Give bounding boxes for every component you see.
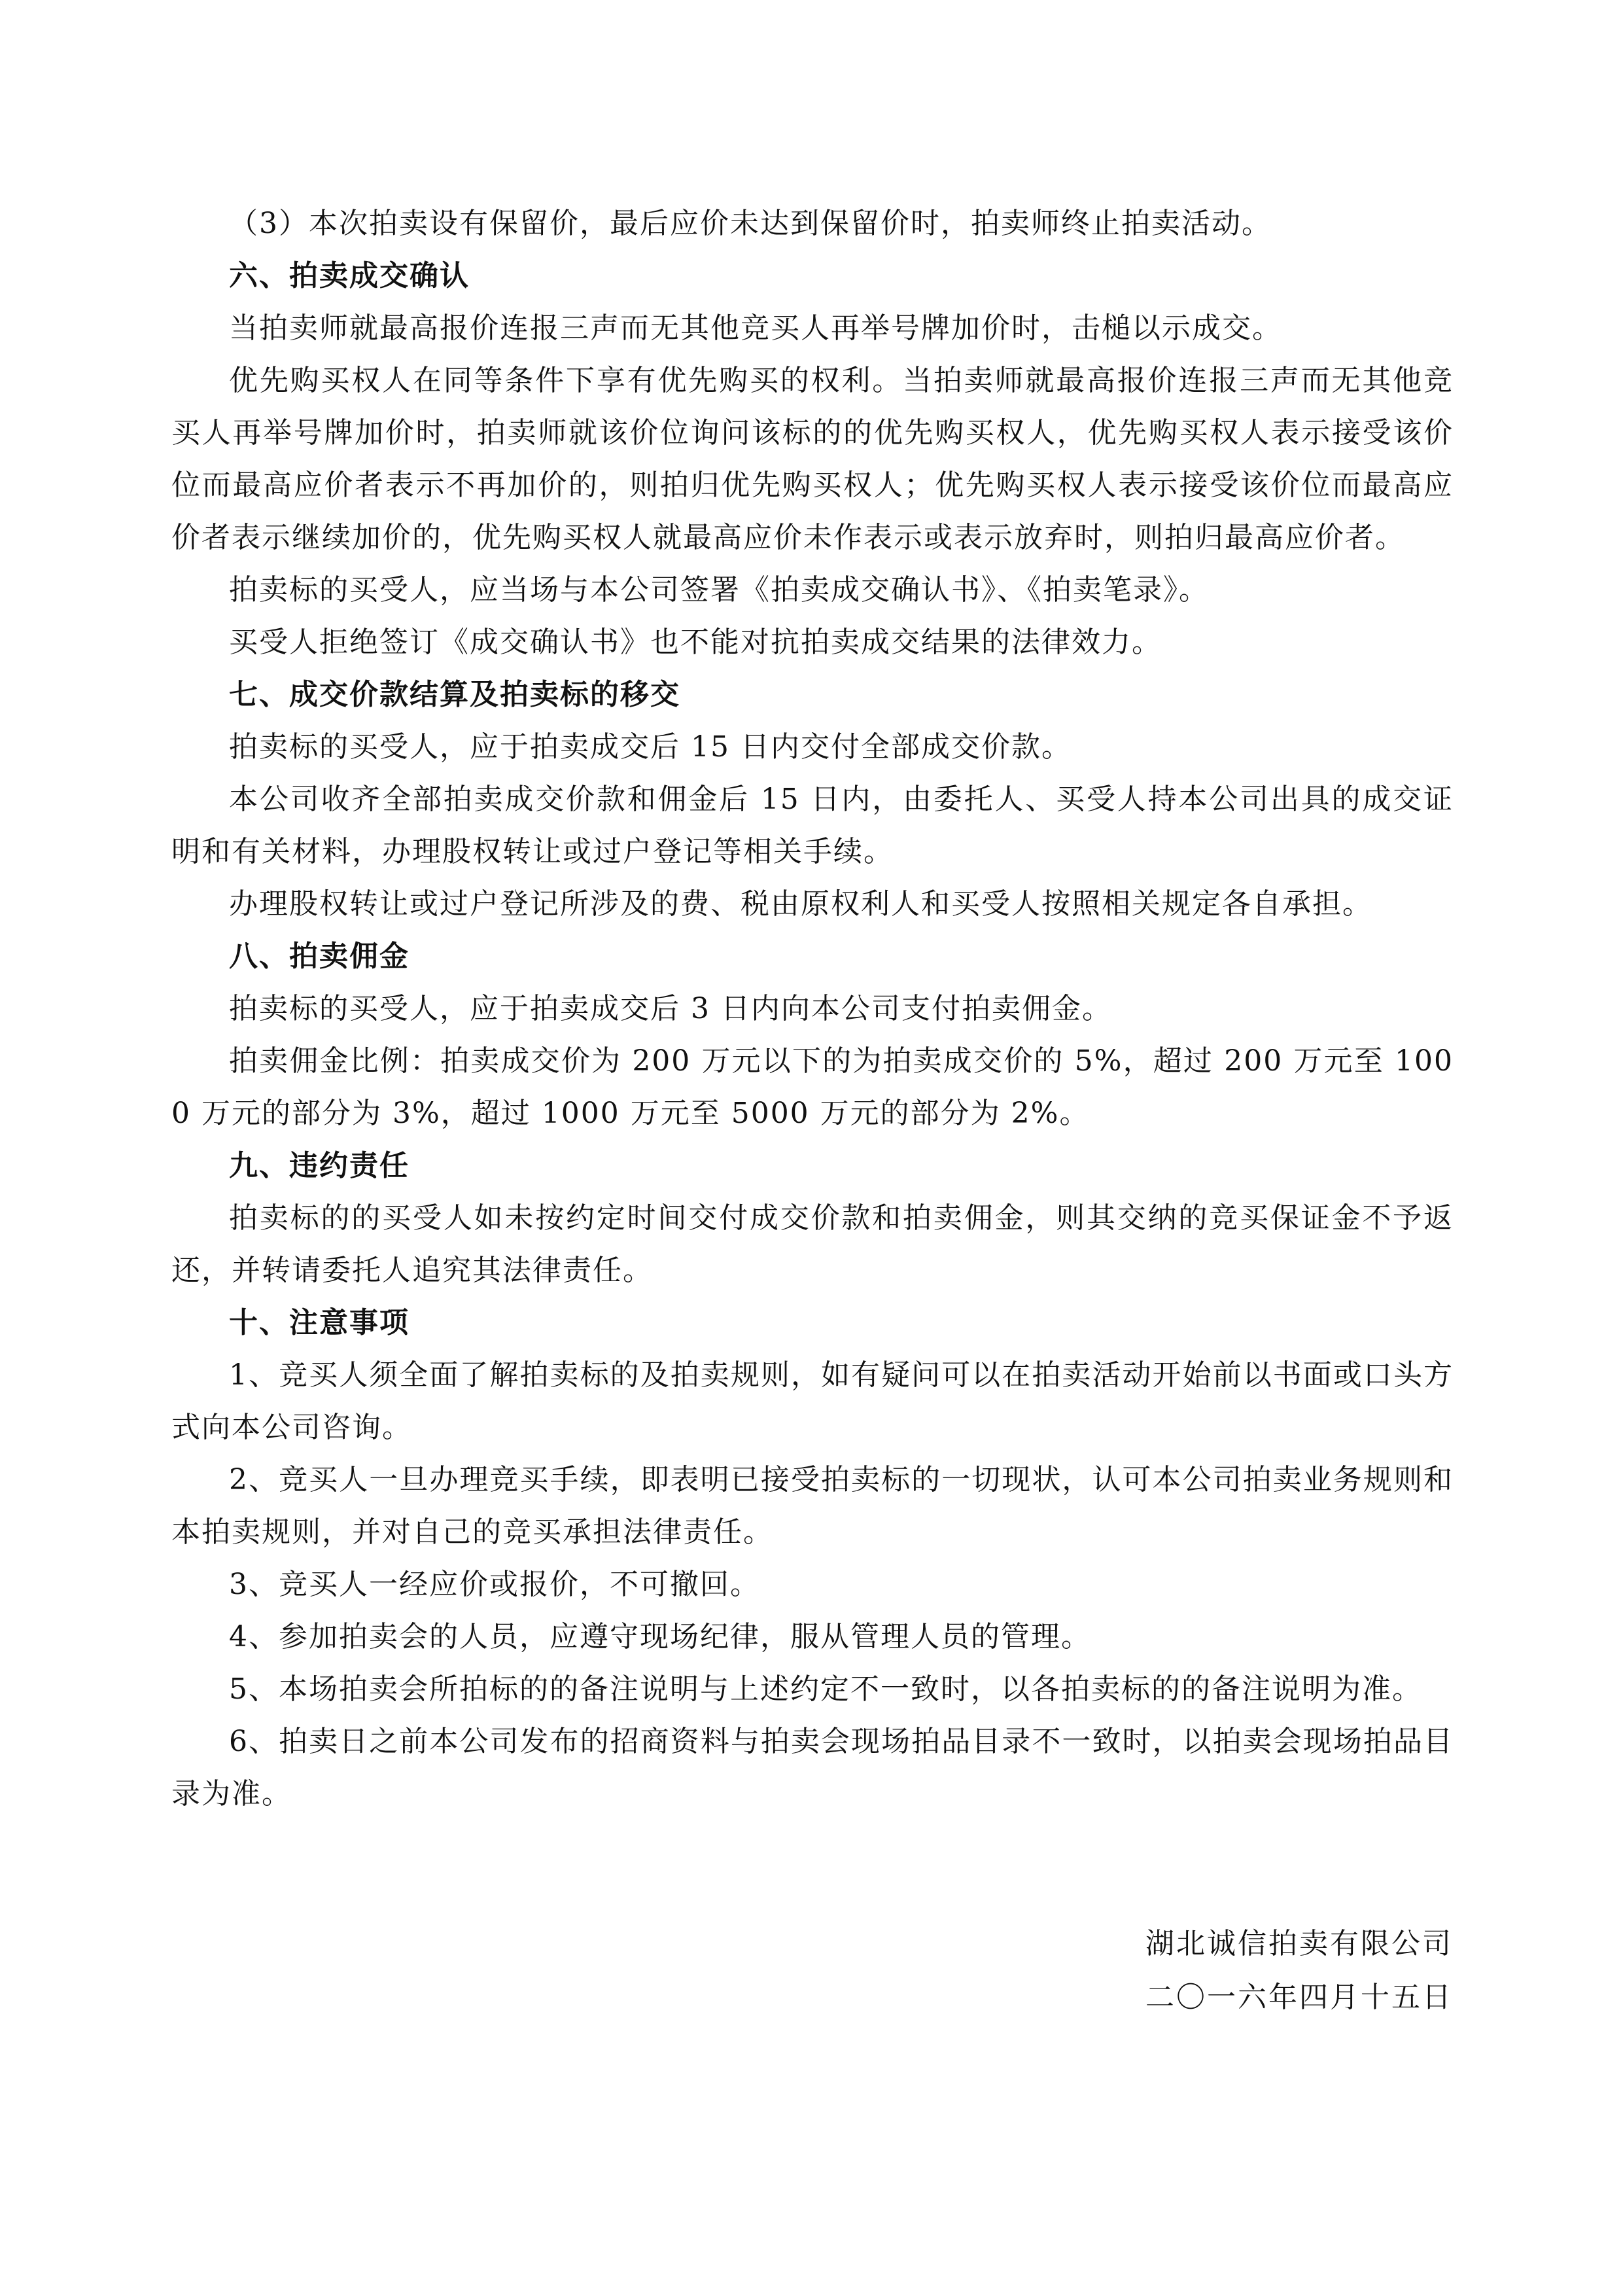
section-heading-7: 七、成交价款结算及拍卖标的移交 [229, 678, 680, 711]
paragraph: 2、竞买人一旦办理竞买手续，即表明已接受拍卖标的一切现状，认可本公司拍卖业务规则和本拍卖规则，并对自己的竞买承担法律责任。 [171, 1463, 1454, 1549]
paragraph: 本公司收齐全部拍卖成交价款和佣金后 15 日内，由委托人、买受人持本公司出具的成交证明和有关材料，办理股权转让或过户登记等相关手续。 [171, 783, 1454, 868]
paragraph: 办理股权转让或过户登记所涉及的费、税由原权利人和买受人按照相关规定各自承担。 [229, 887, 1372, 921]
paragraph: 3、竞买人一经应价或报价，不可撤回。 [229, 1568, 760, 1601]
company-name: 湖北诚信拍卖有限公司 [1145, 1927, 1453, 1960]
paragraph: 当拍卖师就最高报价连报三声而无其他竞买人再举号牌加价时，击槌以示成交。 [229, 311, 1282, 345]
section-heading-10: 十、注意事项 [229, 1306, 410, 1339]
paragraph: 拍卖佣金比例：拍卖成交价为 200 万元以下的为拍卖成交价的 5%，超过 200 万元至 1000 万元的部分为 3%，超过 1000 万元至 5000 万元的部分为 2%。 [171, 1044, 1454, 1130]
paragraph: 优先购买权人在同等条件下享有优先购买的权利。当拍卖师就最高报价连报三声而无其他竞买人再举号牌加价时，拍卖师就该价位询问该标的的优先购买权人，优先购买权人表示接受该价位而最高应价者表示不再加价的，则拍归优先购买权人；优先购买权人表示接受该价位而最高应价者表示继续加价的，优先购买权人就最高应价未作表示或表示放弃时，则拍归最高应价者。 [171, 364, 1454, 554]
section-heading-8: 八、拍卖佣金 [229, 940, 410, 973]
section-heading-9: 九、违约责任 [229, 1149, 410, 1182]
paragraph: 拍卖标的买受人，应当场与本公司签署《拍卖成交确认书》、《拍卖笔录》。 [229, 573, 1209, 607]
signature-block [1145, 1917, 1453, 2024]
paragraph: 5、本场拍卖会所拍标的的备注说明与上述约定不一致时，以各拍卖标的的备注说明为准。 [229, 1672, 1422, 1706]
document-body [171, 198, 1454, 1820]
section-heading-6: 六、拍卖成交确认 [229, 259, 470, 292]
paragraph: 拍卖标的买受人，应于拍卖成交后 15 日内交付全部成交价款。 [229, 730, 1072, 764]
paragraph: 买受人拒绝签订《成交确认书》也不能对抗拍卖成交结果的法律效力。 [229, 626, 1162, 659]
paragraph: 1、竞买人须全面了解拍卖标的及拍卖规则，如有疑问可以在拍卖活动开始前以书面或口头方式向本公司咨询。 [171, 1358, 1454, 1444]
paragraph: 6、拍卖日之前本公司发布的招商资料与拍卖会现场拍品目录不一致时，以拍卖会现场拍品目录为准。 [171, 1725, 1454, 1810]
paragraph-reserve-price: （3）本次拍卖设有保留价，最后应价未达到保留价时，拍卖师终止拍卖活动。 [229, 207, 1272, 240]
paragraph: 4、参加拍卖会的人员，应遵守现场纪律，服从管理人员的管理。 [229, 1620, 1091, 1653]
paragraph: 拍卖标的买受人，应于拍卖成交后 3 日内向本公司支付拍卖佣金。 [229, 992, 1112, 1025]
paragraph: 拍卖标的的买受人如未按约定时间交付成交价款和拍卖佣金，则其交纳的竞买保证金不予返还，并转请委托人追究其法律责任。 [171, 1201, 1454, 1287]
document-date: 二〇一六年四月十五日 [1145, 1981, 1453, 2014]
